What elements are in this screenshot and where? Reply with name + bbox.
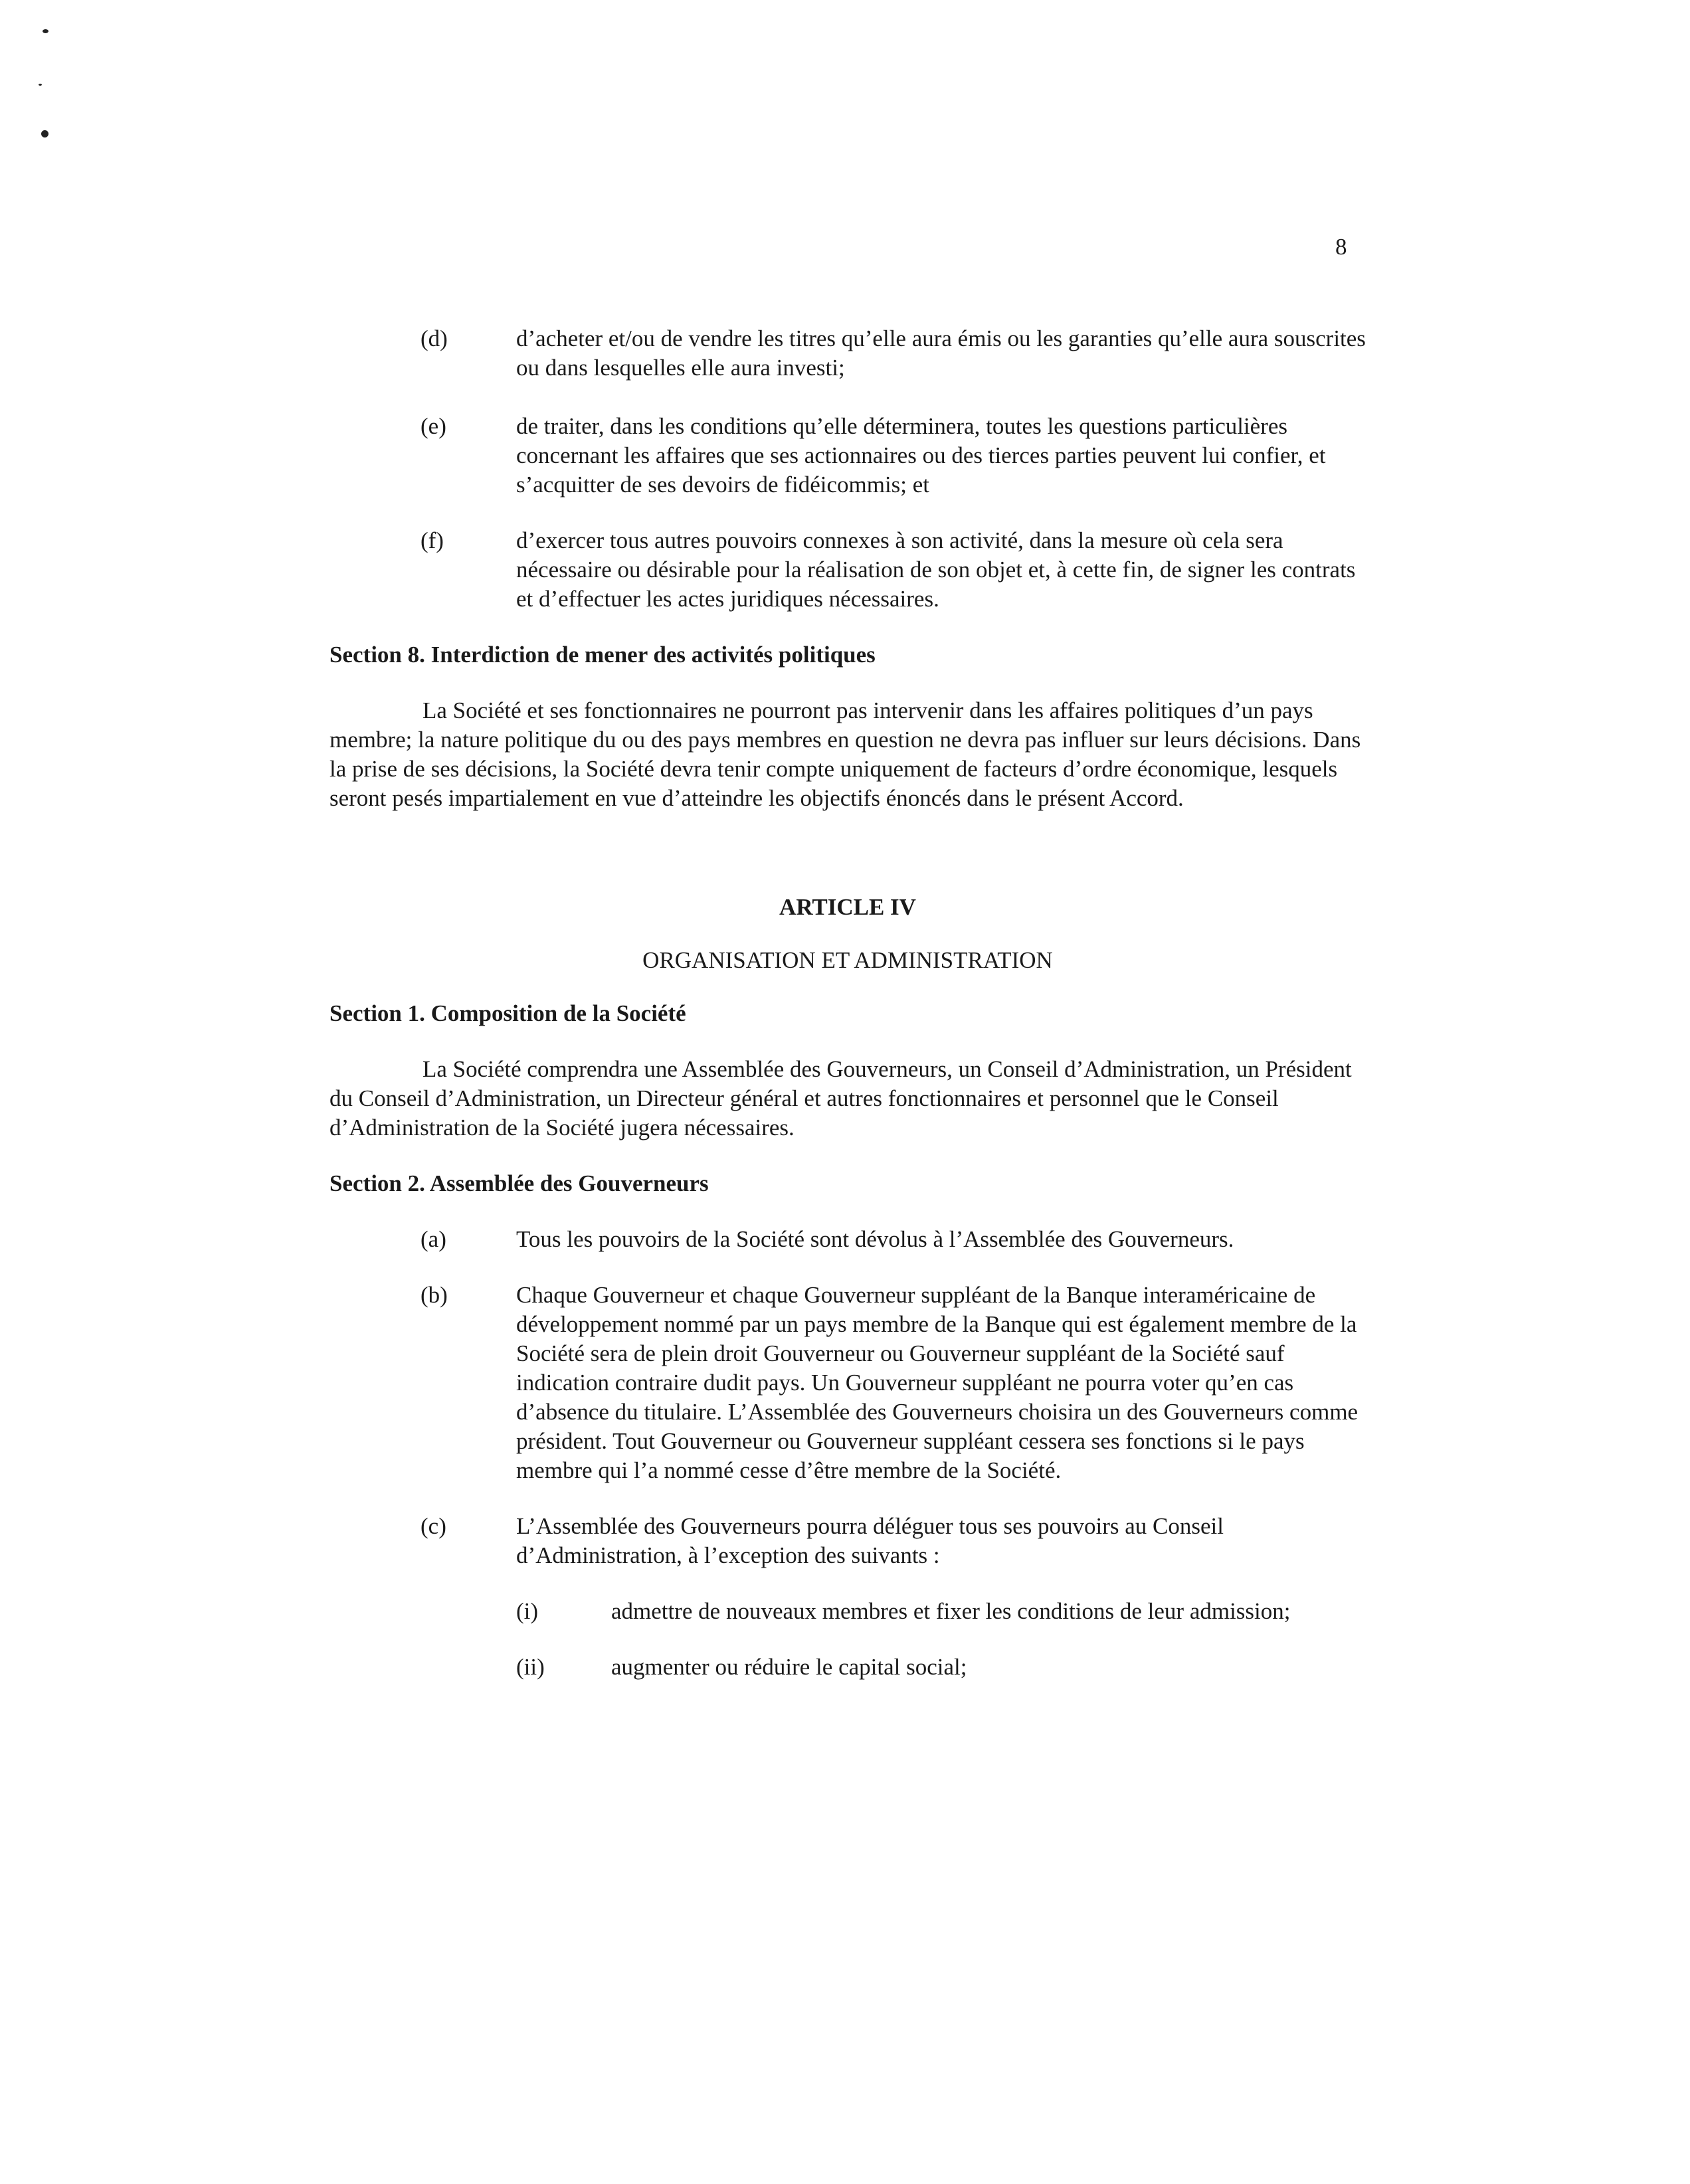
sub-list-item-ii [329, 1653, 1366, 1682]
list-marker: (d) [421, 325, 448, 351]
sub-list-item-i [329, 1597, 1366, 1626]
article-subtitle: ORGANISATION ET ADMINISTRATION [642, 947, 1053, 973]
section-8-heading: Section 8. Interdiction de mener des activités politiques [329, 642, 876, 668]
section-1-heading: Section 1. Composition de la Société [329, 1000, 686, 1026]
list-item-text: Chaque Gouverneur et chaque Gouverneur suppléant de la Banque interaméricaine de développement nommé par un pays membre de la Banque qui est également membre de la Société sera de plein droit Gouverneur ou Gouverneur suppléant de la Société sauf indication contraire dudit pays. Un Gouverneur suppléant ne pourra voter qu’en cas d’absence du titulaire. L’Assemblée des Gouverneurs choisira un des Gouverneurs comme président. Tout Gouverneur ou Gouverneur suppléant cessera ses fonctions si le pays membre qui l’a nommé cesse d’être membre de la Société. [516, 1282, 1359, 1483]
document-body [329, 324, 1366, 1682]
section-1-paragraph: La Société comprendra une Assemblée des Gouverneurs, un Conseil d’Administration, un Président du Conseil d’Administration, un Directeur général et autres fonctionnaires et personnel que le Conseil d’Administration de la Société jugera nécessaires. [329, 1056, 1352, 1140]
scan-speck [39, 84, 42, 86]
list-item-text: d’exercer tous autres pouvoirs connexes à son activité, dans la mesure où cela sera nécessaire ou désirable pour la réalisation de son objet et, à cette fin, de signer les contrats et d’effectuer les actes juridiques nécessaires. [516, 527, 1356, 612]
sub-list-item-text: augmenter ou réduire le capital social; [611, 1654, 967, 1680]
list-marker: (e) [421, 413, 446, 439]
scan-speck [41, 130, 48, 137]
list-marker: (f) [421, 527, 444, 553]
scan-speck [43, 29, 48, 33]
list-item-b [329, 1281, 1366, 1485]
list-marker: (b) [421, 1282, 448, 1308]
list-item-a [329, 1225, 1366, 1254]
sub-list-marker: (ii) [516, 1654, 545, 1680]
list-item-e [329, 412, 1366, 500]
sub-list-marker: (i) [516, 1598, 539, 1624]
list-item-text: de traiter, dans les conditions qu’elle déterminera, toutes les questions particulières concernant les affaires que ses actionnaires ou des tierces parties peuvent lui confier, et s’acquitter de ses devoirs de fidéicommis; et [516, 413, 1326, 498]
list-item-f [329, 526, 1366, 614]
list-item-text: d’acheter et/ou de vendre les titres qu’elle aura émis ou les garanties qu’elle aura souscrites ou dans lesquelles elle aura investi; [516, 325, 1366, 381]
article-title: ARTICLE IV [779, 894, 916, 920]
list-item-c [329, 1512, 1366, 1570]
page-number: 8 [1335, 234, 1347, 260]
section-8-paragraph: La Société et ses fonctionnaires ne pourront pas intervenir dans les affaires politiques d’un pays membre; la nature politique du ou des pays membres en question ne devra pas influer sur leurs décisions. Dans la prise de ses décisions, la Société devra tenir compte uniquement de facteurs d’ordre économique, lesquels seront pesés impartialement en vue d’atteindre les objectifs énoncés dans le présent Accord. [329, 697, 1361, 811]
section-2-heading: Section 2. Assemblée des Gouverneurs [329, 1170, 709, 1196]
list-item-text: Tous les pouvoirs de la Société sont dévolus à l’Assemblée des Gouverneurs. [516, 1226, 1234, 1252]
list-item-text: L’Assemblée des Gouverneurs pourra déléguer tous ses pouvoirs au Conseil d’Administration, à l’exception des suivants : [516, 1513, 1224, 1568]
list-marker: (c) [421, 1513, 446, 1539]
sub-list-item-text: admettre de nouveaux membres et fixer les conditions de leur admission; [611, 1598, 1291, 1624]
list-item-d [329, 324, 1366, 383]
list-marker: (a) [421, 1226, 446, 1252]
